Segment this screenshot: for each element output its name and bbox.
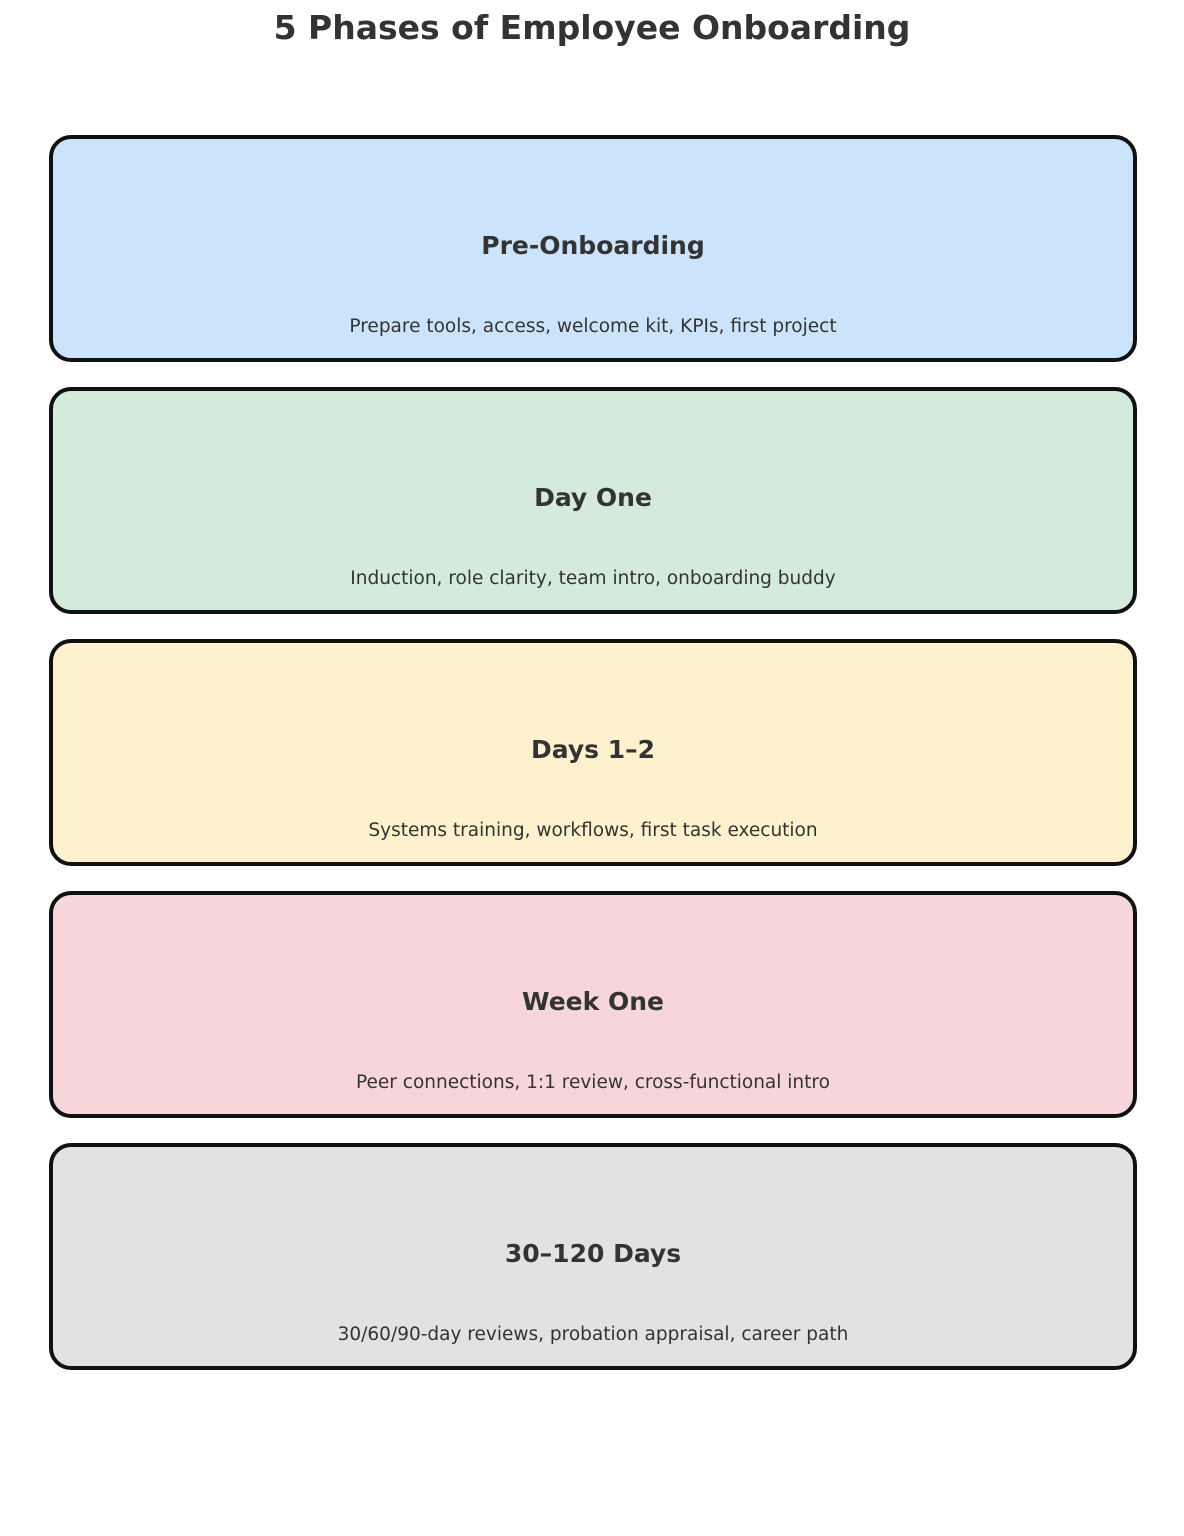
phase-title: 30–120 Days [504,1239,682,1268]
phase-box-week-one [49,891,1137,1118]
phase-title: Days 1–2 [530,735,656,764]
diagram-title: 5 Phases of Employee Onboarding [273,8,911,47]
phase-title: Pre-Onboarding [481,231,705,260]
phase-box-pre-onboarding [49,135,1137,362]
phase-description: 30/60/90-day reviews, probation appraisal, career path [337,1324,849,1345]
phase-box-30-120-days [49,1143,1137,1370]
phase-description: Prepare tools, access, welcome kit, KPIs, first project [349,316,837,337]
phase-box-day-one [49,387,1137,614]
phase-description: Systems training, workflows, first task execution [368,820,818,841]
phase-title: Day One [534,483,652,512]
phase-description: Peer connections, 1:1 review, cross-functional intro [356,1072,830,1093]
phase-title: Week One [522,987,664,1016]
phase-description: Induction, role clarity, team intro, onboarding buddy [350,568,836,589]
phase-box-days-1-2 [49,639,1137,866]
